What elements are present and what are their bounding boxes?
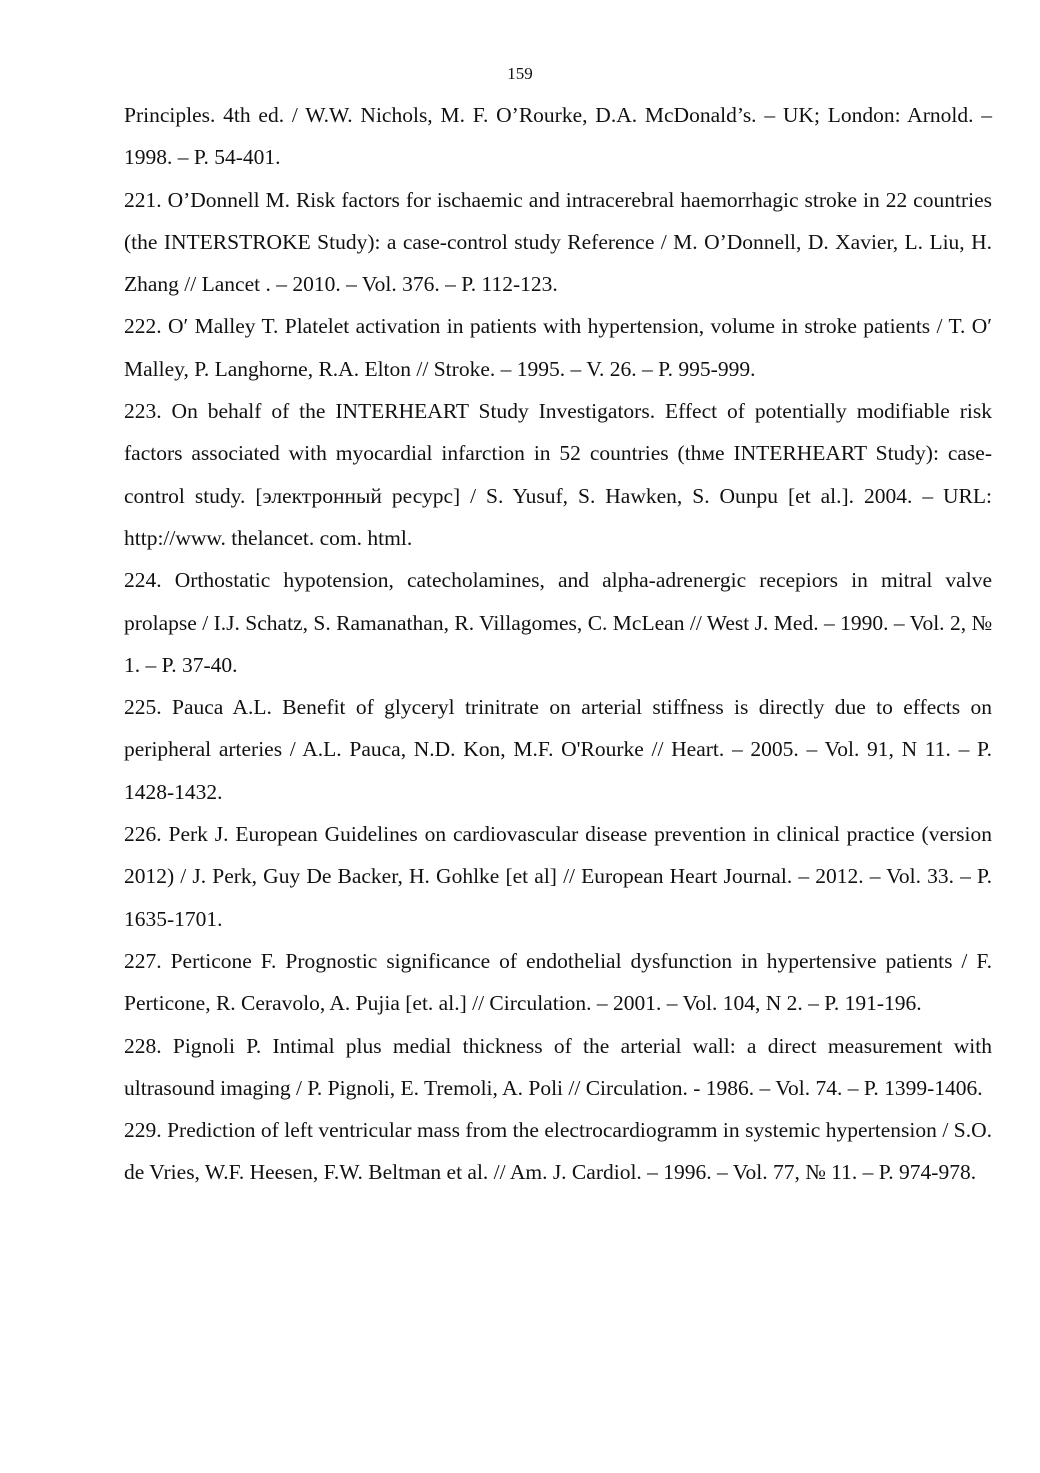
reference-227: 227. Perticone F. Prognostic significance of endothelial dysfunction in hypertensive patients / F. Perticone, R. Ceravolo, A. Pujia [et. al.] // Circulation. – 2001. – Vol. 104, N 2. – P. 191-196.	[124, 948, 992, 1016]
reference-226: 226. Perk J. European Guidelines on cardiovascular disease prevention in clinical practice (version 2012) / J. Perk, Guy De Backer, H. Gohlke [et al] // European Heart Journal. – 2012. – Vol. 33. – P. 1635-1701.	[124, 822, 992, 931]
reference-229: 229. Prediction of left ventricular mass from the electrocardiogramm in systemic hypertension / S.O. de Vries, W.F. Heesen, F.W. Beltman et al. // Am. J. Cardiol. – 1996. – Vol. 77, № 11. – P. 974-978.	[124, 1118, 992, 1185]
reference-222: 222. O′ Malley T. Platelet activation in patients with hypertension, volume in stroke patients / T. O′ Malley, P. Langhorne, R.A. Elton // Stroke. – 1995. – V. 26. – P. 995-999.	[124, 314, 992, 381]
page-number: 159	[507, 64, 533, 83]
reference-228: 228. Pignoli P. Intimal plus medial thickness of the arterial wall: a direct measurement with ultrasound imaging / P. Pignoli, E. Tremoli, A. Poli // Circulation. - 1986. – Vol. 74. – P. 1399-1406.	[124, 1033, 992, 1100]
reference-224: 224. Orthostatic hypotension, catecholamines, and alpha-adrenergic recepiors in mitral valve prolapse / I.J. Schatz, S. Ramanathan, R. Villagomes, C. McLean // West J. Med. – 1990. – Vol. 2, № 1. – P. 37-40.	[124, 568, 992, 677]
reference-list	[124, 94, 992, 1194]
reference-223: 223. On behalf of the INTERHEART Study Investigators. Effect of potentially modifiable risk factors associated with myocardial infarction in 52 countries (thме INTERHEART Study): case-control study. [электронный ресурс] / S. Yusuf, S. Hawken, S. Ounpu [et al.]. 2004. – URL: http://www. thelancet. com. html.	[124, 399, 992, 550]
reference-continuation: Principles. 4th ed. / W.W. Nichols, M. F. O’Rourke, D.A. McDonald’s. – UK; London: Arnold. – 1998. – P. 54-401.	[124, 103, 992, 170]
reference-225: 225. Pauca A.L. Benefit of glyceryl trinitrate on arterial stiffness is directly due to effects on peripheral arteries / A.L. Pauca, N.D. Kon, M.F. O'Rourke // Heart. – 2005. – Vol. 91, N 11. – P. 1428-1432.	[124, 695, 992, 804]
reference-221: 221. O’Donnell M. Risk factors for ischaemic and intracerebral haemorrhagic stroke in 22 countries (the INTERSTROKE Study): a case-control study Reference / M. O’Donnell, D. Xavier, L. Liu, H. Zhang // Lancet . – 2010. – Vol. 376. – P. 112-123.	[124, 187, 992, 297]
